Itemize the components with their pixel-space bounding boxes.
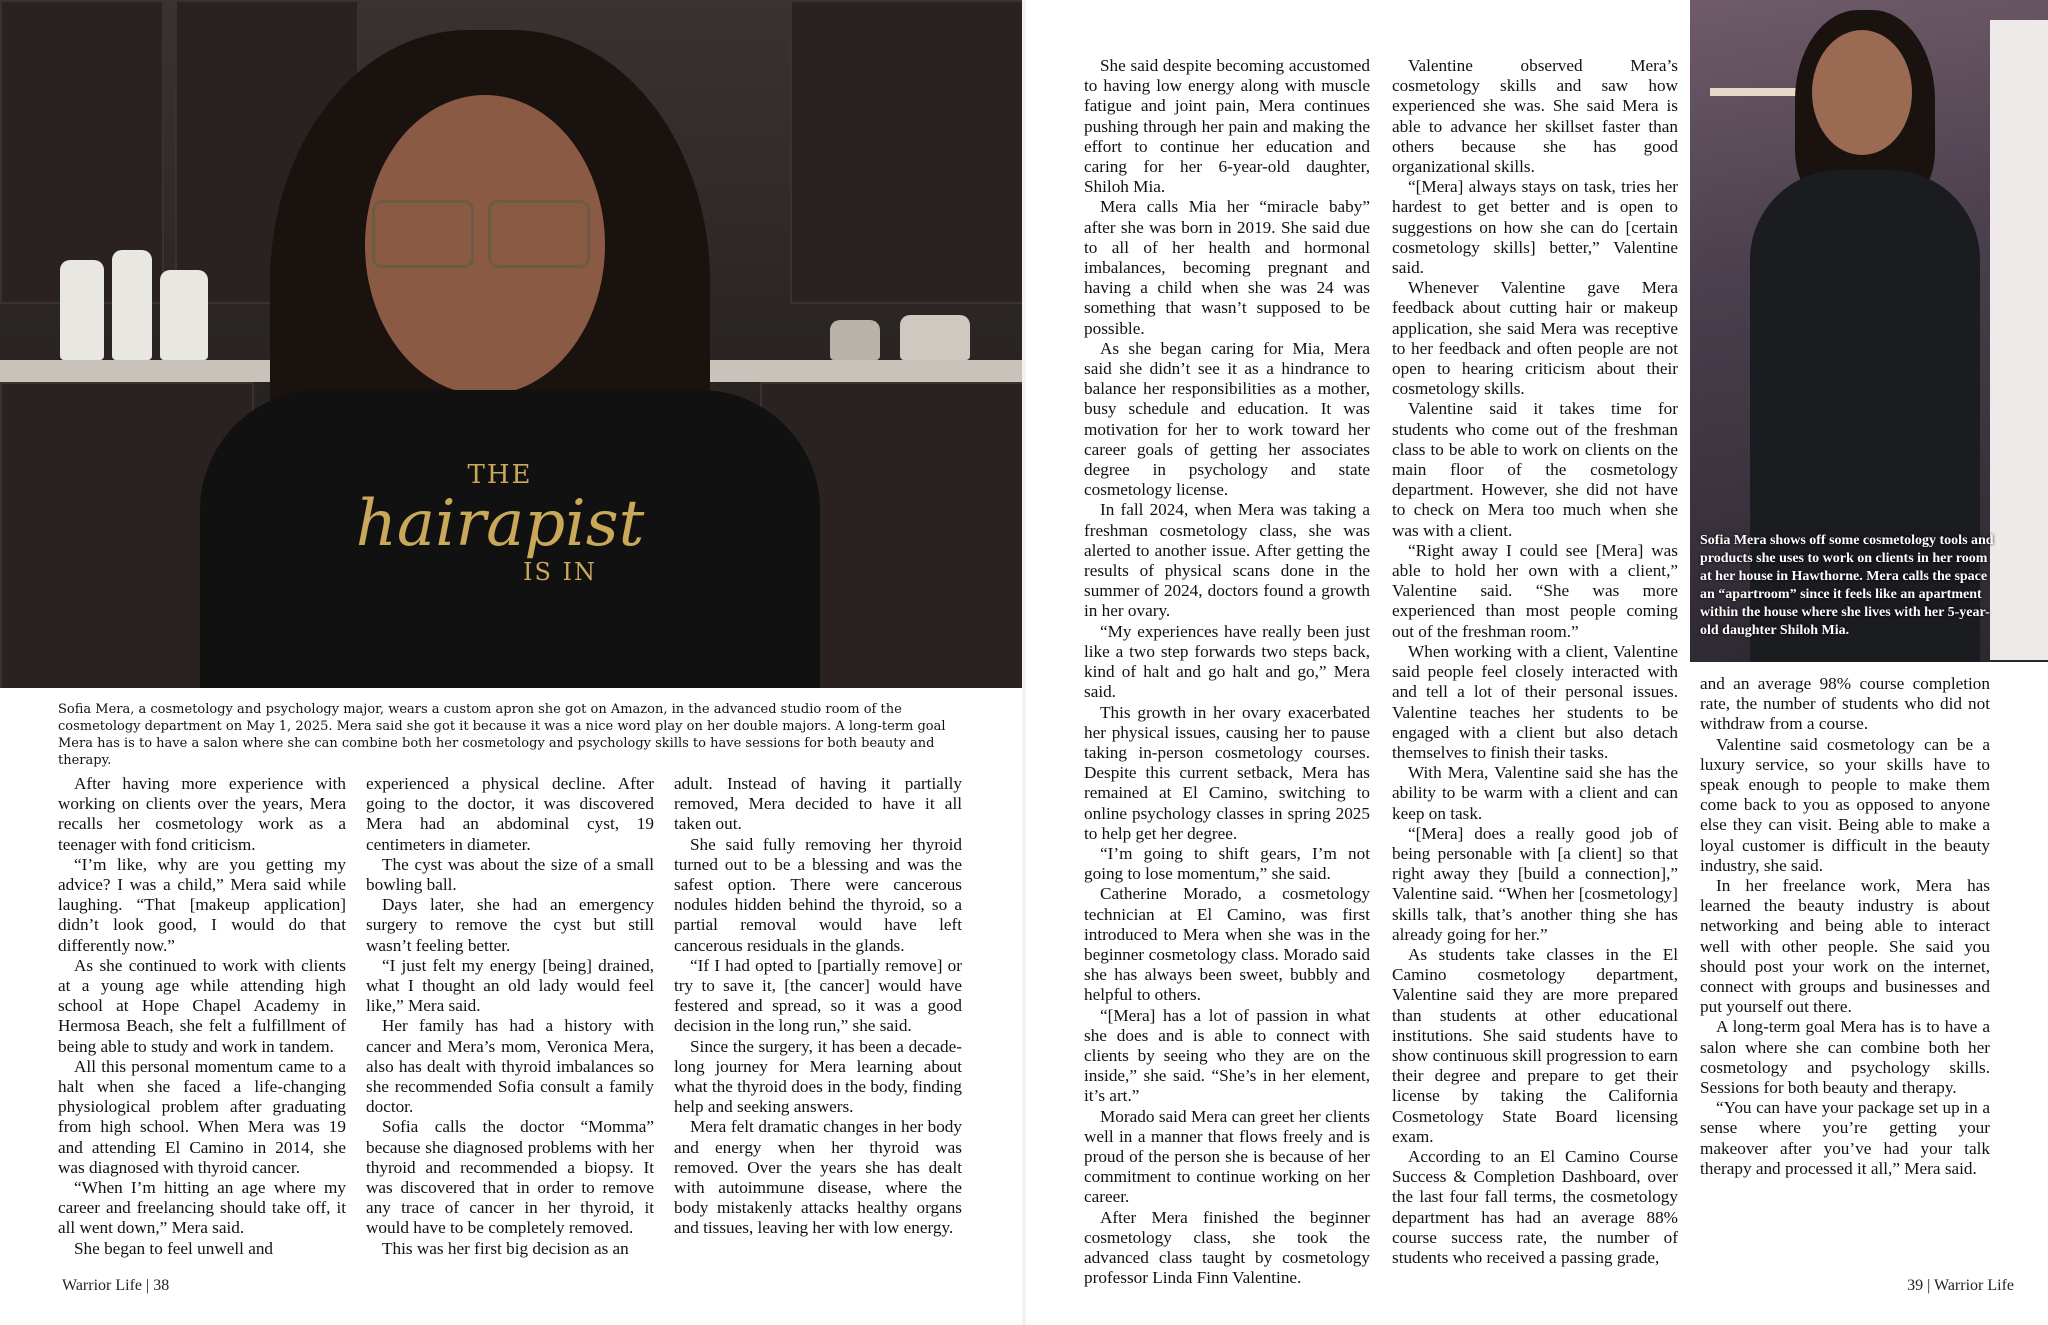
glasses-left-lens — [372, 200, 474, 268]
paragraph: All this personal momentum came to a halt when she faced a life-changing physiological problem after graduating from high school. When Mera was 19 and attending El Camino in 2014, she was diagnosed with thyroid cancer. — [58, 1056, 346, 1177]
apron-text-hairapist: hairapist — [355, 487, 645, 561]
right-column-2 — [1392, 56, 1678, 1268]
paragraph: According to an El Camino Course Success & Completion Dashboard, over the last four fall terms, the cosmetology department has had an average 88% course success rate, the number of students who received a passing grade, — [1392, 1146, 1678, 1267]
paragraph: A long-term goal Mera has is to have a salon where she can combine both her cosmetology and psychology skills. Sessions for both beauty and therapy. — [1700, 1017, 1990, 1098]
paragraph: She said fully removing her thyroid turned out to be a blessing and was the safest option. There were cancerous nodules hidden behind the thyroid, so a partial removal would have left cancerous residuals in the glands. — [674, 834, 962, 955]
paragraph: Since the surgery, it has been a decade-long journey for Mera learning about what the thyroid does in the body, finding help and seeking answers. — [674, 1036, 962, 1117]
product-bottle — [160, 270, 208, 360]
paragraph: After having more experience with working on clients over the years, Mera recalls her cosmetology work as a teenager with fond criticism. — [58, 774, 346, 854]
paragraph: “[Mera] has a lot of passion in what she does and is able to connect with clients by seeing who they are on the inside,” she said. “She’s in her element, it’s art.” — [1084, 1005, 1370, 1106]
paragraph: Mera felt dramatic changes in her body and energy when her thyroid was removed. Over the years she has dealt with autoimmune disease, where the body mistakenly attacks healthy organs and tissues, leaving her with low energy. — [674, 1117, 962, 1238]
paragraph: When working with a client, Valentine said people feel closely interacted with and tell a lot of their personal issues. Valentine teaches her students to be engaged with a client but also detach themselves to finish their tasks. — [1392, 641, 1678, 762]
apron-text-is-in: IS IN — [522, 558, 598, 586]
paragraph: Morado said Mera can greet her clients well in a manner that flows freely and is proud of the person she is because of her commitment to continue working on her career. — [1084, 1106, 1370, 1207]
paragraph: “Right away I could see [Mera] was able to hold her own with a client,” Valentine said. “She was more experienced than most people coming out of the freshman room.” — [1392, 540, 1678, 641]
paragraph: She began to feel unwell and — [74, 1238, 274, 1258]
paragraph: Valentine said cosmetology can be a luxury service, so your skills have to speak enough to people to make them come back to you as opposed to anyone else they can visit. Being able to make a loyal customer is difficult in the beauty industry, she said. — [1700, 734, 1990, 875]
right-page — [1026, 0, 2048, 1325]
product-bottle — [60, 260, 104, 360]
paragraph: Sofia calls the doctor “Momma” because she diagnosed problems with her thyroid and recommended a biopsy. It was discovered that in order to remove any trace of cancer in her thyroid, it would have to be completely removed. — [366, 1117, 654, 1238]
cover-photo-apron — [0, 0, 1022, 688]
paragraph: “If I had opted to [partially remove] or try to save it, [the cancer] would have festered and spread, so it was a good decision in the long run,” she said. — [674, 955, 962, 1036]
paragraph: “My experiences have really been just like a two step forwards two steps back, kind of halt and go halt and go,” Mera said. — [1084, 621, 1370, 702]
apron-text-the: THE — [467, 460, 533, 490]
paragraph: Valentine said it takes time for students who come out of the freshman class to be able to work on clients on the main floor of the cosmetology department. However, she did not have to check on Mera too much when she was with a client. — [1392, 399, 1678, 540]
paragraph: “[Mera] does a really good job of being personable with [a client] so that right away they [build a connection],” Valentine said. “When her [cosmetology] skills talk, that’s another thing she has already going for her.” — [1392, 823, 1678, 944]
paragraph: “I’m going to shift gears, I’m not going to lose momentum,” she said. — [1084, 843, 1370, 884]
paragraph: In her freelance work, Mera has learned the beauty industry is about networking and being able to interact well with other people. She said you should post your work on the internet, connect with groups and businesses and put yourself out there. — [1700, 876, 1990, 1017]
paragraph: As she continued to work with clients at a young age while attending high school at Hope Chapel Academy in Hermosa Beach, she felt a fulfillment of being able to study and work in tandem. — [58, 955, 346, 1056]
paragraph: Her family has had a history with cancer and Mera’s mom, Veronica Mera, also has dealt with thyroid imbalances so she recommended Sofia consult a family doctor. — [366, 1016, 654, 1117]
paragraph: This was her first big decision as an — [382, 1238, 629, 1258]
paragraph: As students take classes in the El Camino cosmetology department, Valentine said they are more prepared than students at other educational institutions. She said students have to show continuous skill progression to earn their degree and prepare to get their license by taking the California Cosmetology State Board licensing exam. — [1392, 944, 1678, 1146]
cabinet-door — [790, 0, 1022, 304]
left-folio: Warrior Life | 38 — [62, 1277, 170, 1294]
face — [1812, 30, 1912, 155]
product-bottle — [112, 250, 152, 360]
left-column-2 — [366, 774, 654, 1259]
paragraph: experienced a physical decline. After going to the doctor, it was discovered Mera had an abdominal cyst, 19 centimeters in diameter. — [366, 774, 654, 854]
paragraph: “[Mera] always stays on task, tries her hardest to get better and is open to suggestions on how she can do [certain cosmetology skills] better,” Valentine said. — [1392, 177, 1678, 278]
paragraph: Whenever Valentine gave Mera feedback about cutting hair or makeup application, she said Mera was receptive to her feedback and often people are not open to hearing criticism about their cosmetology skills. — [1392, 278, 1678, 399]
product-jar — [900, 315, 970, 360]
left-photo-caption: Sofia Mera, a cosmetology and psychology major, wears a custom apron she got on Amazon, in the advanced studio room of the cosmetology department on May 1, 2025. Mera said she got it because it was a nice word play on her double majors. A long-term goal Mera has is to have a salon where she can combine both her cosmetology and psychology skills to have sessions for both beauty and therapy. — [58, 702, 946, 768]
paragraph: “When I’m hitting an age where my career and freelancing should take off, it all went down,” Mera said. — [58, 1178, 346, 1238]
left-column-1 — [58, 774, 346, 1259]
paragraph: adult. Instead of having it partially removed, Mera decided to have it all taken out. — [674, 774, 962, 834]
paragraph: “I’m like, why are you getting my advice? I was a child,” Mera said while laughing. “That [makeup application] didn’t look good, I would do that differently now.” — [58, 854, 346, 955]
glasses-right-lens — [488, 200, 590, 268]
right-column-1 — [1084, 56, 1370, 1288]
left-column-3 — [674, 774, 962, 1239]
paragraph: and an average 98% course completion rate, the number of students who did not withdraw from a course. — [1700, 674, 1990, 734]
paragraph: With Mera, Valentine said she has the ability to be warm with a client and can keep on task. — [1392, 763, 1678, 823]
right-column-3 — [1700, 674, 1990, 1179]
paragraph: Days later, she had an emergency surgery to remove the cyst but still wasn’t feeling better. — [366, 895, 654, 955]
paragraph: “I just felt my energy [being] drained, what I thought an old lady would feel like,” Mera said. — [366, 955, 654, 1016]
right-folio: 39 | Warrior Life — [1907, 1277, 2014, 1294]
paragraph: After Mera finished the beginner cosmetology class, she took the advanced class taught by cosmetology professor Linda Finn Valentine. — [1084, 1207, 1370, 1288]
paragraph: In fall 2024, when Mera was taking a freshman cosmetology class, she was alerted to another issue. After getting the results of physical scans done in the summer of 2024, doctors found a growth in her ovary. — [1084, 500, 1370, 621]
paragraph: Valentine observed Mera’s cosmetology skills and saw how experienced she was. She said Mera is able to advance her skillset faster than others because she has good organizational skills. — [1392, 56, 1678, 177]
right-photo-caption: Sofia Mera shows off some cosmetology tools and products she uses to work on clients in her room at her house in Hawthorne. Mera calls the space an “apartroom” since it feels like an apartment within the house where she lives with her 5-year-old daughter Shiloh Mia. — [1700, 533, 1994, 638]
paragraph: As she began caring for Mia, Mera said she didn’t see it as a hindrance to balance her responsibilities as a mother, busy schedule and education. It was motivation for her to work toward her career goals of getting her associates degree in psychology and state cosmetology license. — [1084, 338, 1370, 500]
paragraph: She said despite becoming accustomed to having low energy along with muscle fatigue and joint pain, Mera continues pushing through her pain and making the effort to continue her education and caring for her 6-year-old daughter, Shiloh Mia. — [1084, 56, 1370, 197]
paragraph: “You can have your package set up in a sense where you’re getting your makeover after you’ve had your talk therapy and processed it all,” Mera said. — [1700, 1098, 1990, 1178]
paragraph: Catherine Morado, a cosmetology technician at El Camino, was first introduced to Mera when she was in the beginner cosmetology class. Morado said she has always been sweet, bubbly and helpful to others. — [1084, 884, 1370, 1005]
paragraph: This growth in her ovary exacerbated her physical issues, causing her to pause taking in-person cosmetology courses. Despite this current setback, Mera has remained at El Camino, switching to online psychology classes in spring 2025 to help get her degree. — [1084, 702, 1370, 843]
left-page — [0, 0, 1022, 1325]
paragraph: The cyst was about the size of a small bowling ball. — [366, 854, 654, 895]
product-jar — [830, 320, 880, 360]
paragraph: Mera calls Mia her “miracle baby” after she was born in 2019. She said due to all of her health and hormonal imbalances, becoming pregnant and having a child when she was 24 was something that wasn’t supposed to be possible. — [1084, 197, 1370, 338]
